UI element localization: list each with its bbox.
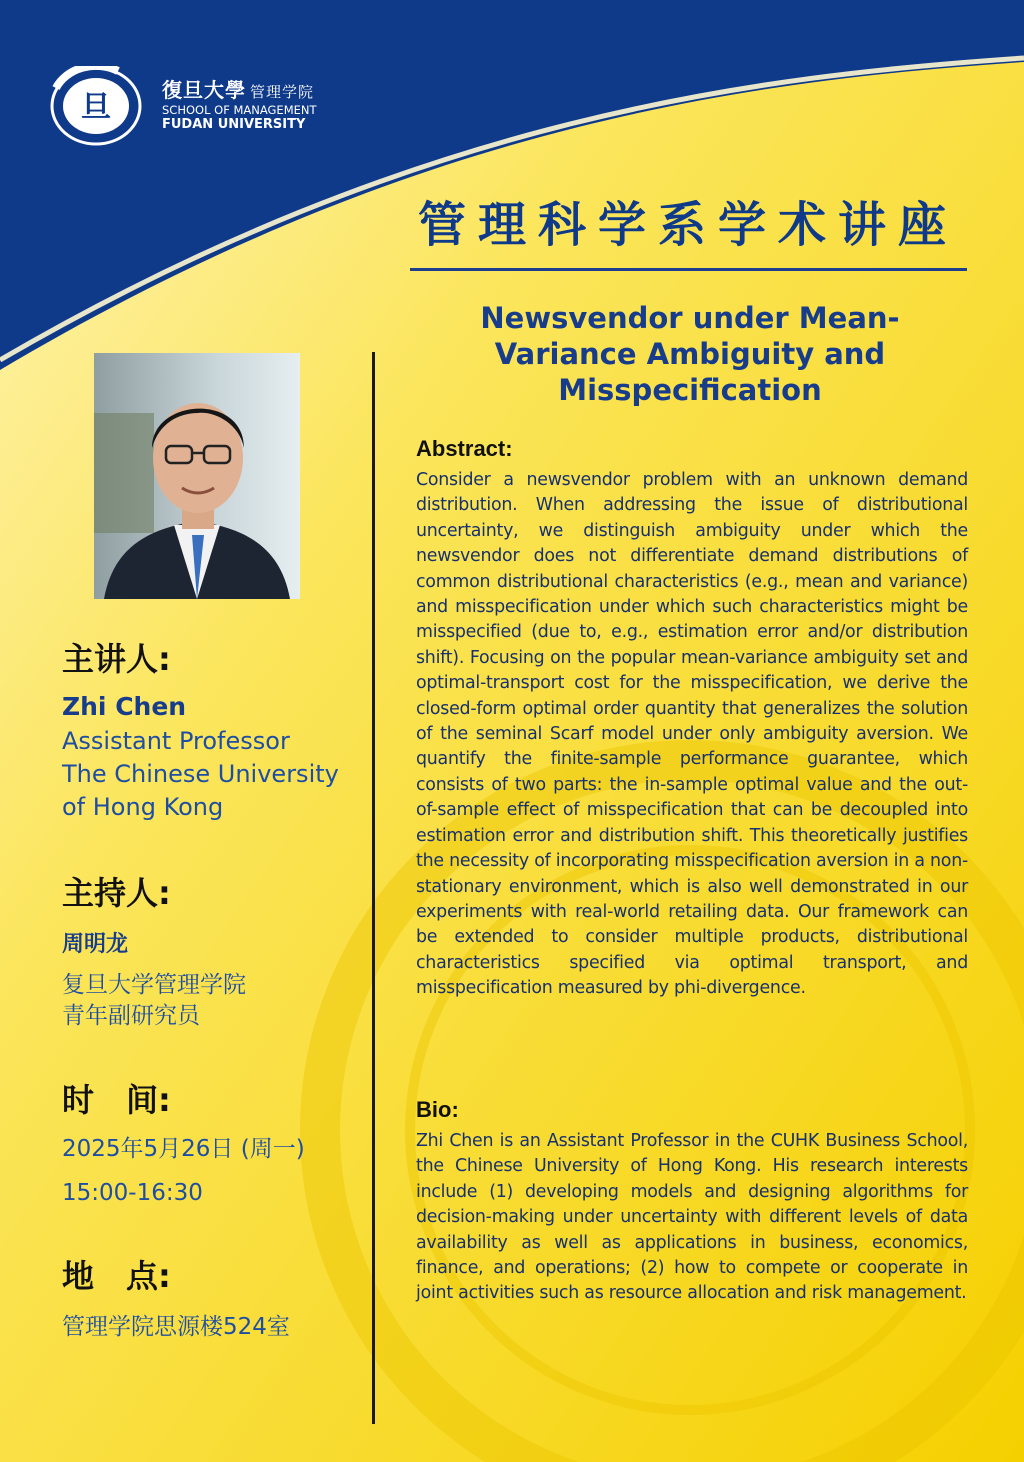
abstract-heading: Abstract: (416, 436, 513, 461)
talk-title: Newsvendor under Mean-Variance Ambiguity and Misspecification (480, 301, 900, 407)
speaker-photo (94, 353, 300, 599)
time-label: 时 间: (62, 1081, 171, 1119)
title-divider (410, 268, 967, 271)
bio-heading: Bio: (416, 1097, 459, 1122)
speaker-affiliation: The Chinese University of Hong Kong (62, 760, 339, 821)
abstract-text: Consider a newsvendor problem with an unknown demand distribution. When addressing the issue of distributional uncertainty, we distinguish ambiguity under which the newsvendor does not differentiate demand distributions of common distributional characteristics (e.g., mean and variance) and misspecification under which such characteristics might be misspecified (due to, e.g., estimation error and/or distribution shift). Focusing on the popular mean-variance ambiguity set and optimal-transport cost for the misspecification, we derive the closed-form optimal order quantity that generalizes the solution of the seminal Scarf model under only ambiguity aversion. We quantify the finite-sample performance guarantee, which consists of two parts: the in-sample optimal value and the out-of-sample effect of misspecification that can be decoupled into estimation error and distribution shift. This theoretically justifies the necessity of incorporating misspecification aversion in a non-stationary environment, which is also well demonstrated in our experiments with real-world retailing data. Our framework can be extended to consider multiple products, distributional characteristics specified via optimal transport, and misspecification measured by phi-divergence. (416, 470, 968, 999)
fudan-emblem-icon (48, 66, 144, 146)
speaker-name: Zhi Chen (62, 692, 187, 721)
column-divider (372, 352, 375, 1424)
host-name: 周明龙 (62, 932, 129, 957)
host-position: 青年副研究员 (62, 1003, 200, 1029)
svg-text:旦: 旦 (81, 90, 111, 125)
host-details (62, 970, 362, 1032)
host-label: 主持人: (62, 874, 171, 912)
speaker-details (62, 725, 362, 824)
series-title: 管理科学系学术讲座 (417, 197, 958, 253)
event-location: 管理学院思源楼524室 (62, 1314, 290, 1340)
speaker-position: Assistant Professor (62, 727, 290, 755)
speaker-label: 主讲人: (62, 640, 171, 678)
school-name-cn: 復旦大學 管理学院 (162, 78, 315, 102)
event-date: 2025年5月26日 (周一) (62, 1136, 305, 1162)
host-affiliation: 复旦大学管理学院 (62, 972, 246, 998)
event-time: 15:00-16:30 (62, 1180, 203, 1206)
university-name-en: FUDAN UNIVERSITY (162, 117, 306, 132)
place-label: 地 点: (62, 1257, 171, 1295)
bio-text: Zhi Chen is an Assistant Professor in the CUHK Business School, the Chinese University of Hong Kong. His research interests include (1) developing models and designing algorithms for decision-making under uncertainty with different levels of data availability as well as applications in business, economics, finance, and operations; (2) how to compete or cooperate in joint activities such as resource allocation and risk management. (416, 1131, 968, 1304)
school-name-en: SCHOOL OF MANAGEMENT (162, 103, 317, 117)
